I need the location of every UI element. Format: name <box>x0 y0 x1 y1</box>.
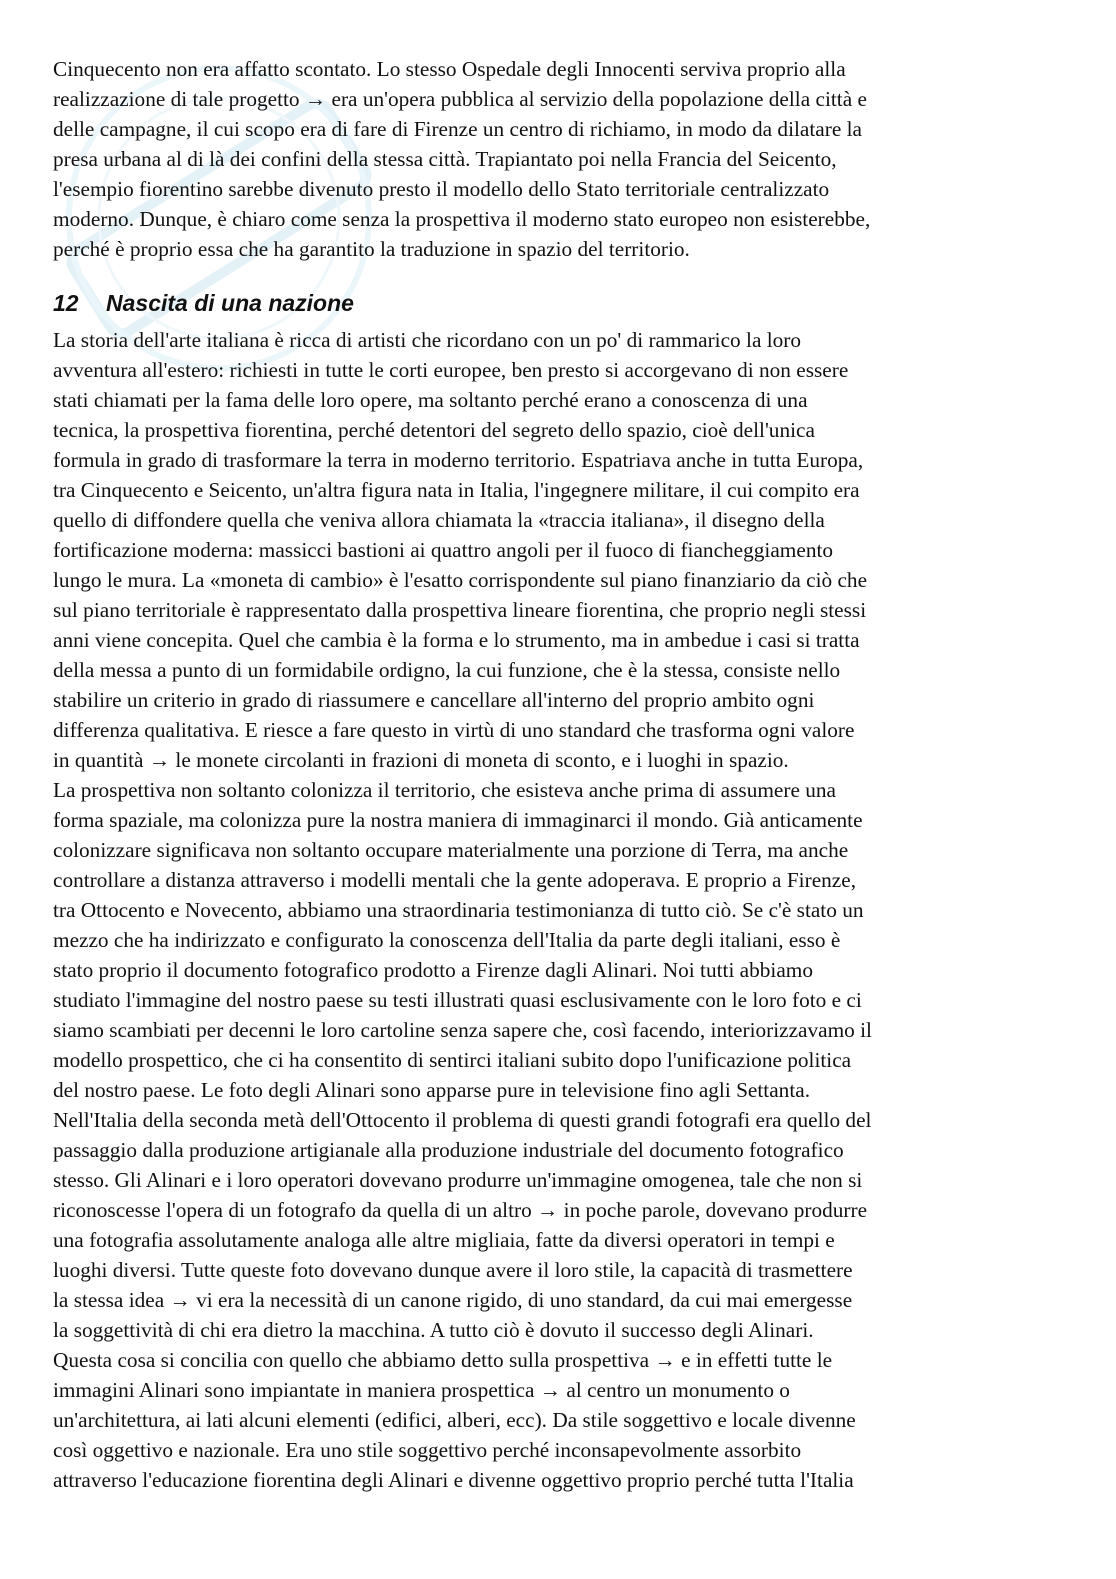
text-line: Nell'Italia della seconda metà dell'Ottocento il problema di questi grandi fotografi era quello del <box>53 1108 872 1132</box>
text-line: stato proprio il documento fotografico prodotto a Firenze dagli Alinari. Noi tutti abbiamo <box>53 958 814 982</box>
section-heading <box>53 288 1063 318</box>
text-line: così oggettivo e nazionale. Era uno stile soggettivo perché inconsapevolmente assorbito <box>53 1438 802 1462</box>
text-line: La storia dell'arte italiana è ricca di artisti che ricordano con un po' di rammarico la loro <box>53 328 802 352</box>
text-line: tecnica, la prospettiva fiorentina, perché detentori del segreto dello spazio, cioè dell'unica <box>53 418 815 442</box>
main-text <box>53 325 1063 1495</box>
text-line: sul piano territoriale è rappresentato dalla prospettiva lineare fiorentina, che proprio negli stessi <box>53 598 867 622</box>
text-line: un'architettura, ai lati alcuni elementi (edifici, alberi, ecc). Da stile soggettivo e locale divenne <box>53 1408 856 1432</box>
text-line: stesso. Gli Alinari e i loro operatori dovevano produrre un'immagine omogenea, tale che non si <box>53 1168 863 1192</box>
text-line: una fotografia assolutamente analoga alle altre migliaia, fatte da diversi operatori in tempi e <box>53 1228 835 1252</box>
text-line: La prospettiva non soltanto colonizza il territorio, che esisteva anche prima di assumere una <box>53 778 836 802</box>
text-line: l'esempio fiorentino sarebbe divenuto presto il modello dello Stato territoriale centralizzato <box>53 177 830 201</box>
text-line: la soggettività di chi era dietro la macchina. A tutto ciò è dovuto il successo degli Alinari. <box>53 1318 814 1342</box>
text-line: moderno. Dunque, è chiaro come senza la prospettiva il moderno stato europeo non esisterebbe, <box>53 207 871 231</box>
text-line: luoghi diversi. Tutte queste foto dovevano dunque avere il loro stile, la capacità di trasmettere <box>53 1258 853 1282</box>
text-line: mezzo che ha indirizzato e configurato la conoscenza dell'Italia da parte degli italiani, esso è <box>53 928 841 952</box>
text-line: riconoscesse l'opera di un fotografo da quella di un altro → in poche parole, dovevano produrre <box>53 1198 868 1222</box>
text-line: stati chiamati per la fama delle loro opere, ma soltanto perché erano a conoscenza di una <box>53 388 808 412</box>
text-line: forma spaziale, ma colonizza pure la nostra maniera di immaginarci il mondo. Già anticamente <box>53 808 863 832</box>
text-line: in quantità → le monete circolanti in frazioni di moneta di sconto, e i luoghi in spazio. <box>53 748 789 772</box>
text-line: controllare a distanza attraverso i modelli mentali che la gente adoperava. E proprio a Firenze, <box>53 868 857 892</box>
text-line: immagini Alinari sono impiantate in maniera prospettica → al centro un monumento o <box>53 1378 790 1402</box>
section-number: 12 <box>53 290 79 316</box>
text-line: del nostro paese. Le foto degli Alinari sono apparse pure in televisione fino agli Settanta. <box>53 1078 811 1102</box>
text-line: della messa a punto di un formidabile ordigno, la cui funzione, che è la stessa, consiste nello <box>53 658 841 682</box>
text-line: Cinquecento non era affatto scontato. Lo stesso Ospedale degli Innocenti serviva proprio alla <box>53 57 846 81</box>
text-line: siamo scambiati per decenni le loro cartoline senza sapere che, così facendo, interiorizzavamo il <box>53 1018 872 1042</box>
text-line: Questa cosa si concilia con quello che abbiamo detto sulla prospettiva → e in effetti tutte le <box>53 1348 833 1372</box>
text-line: presa urbana al di là dei confini della stessa città. Trapiantato poi nella Francia del Seicento, <box>53 147 837 171</box>
text-line: avventura all'estero: richiesti in tutte le corti europee, ben presto si accorgevano di non essere <box>53 358 849 382</box>
text-line: tra Cinquecento e Seicento, un'altra figura nata in Italia, l'ingegnere militare, il cui compito era <box>53 478 860 502</box>
text-line: attraverso l'educazione fiorentina degli Alinari e divenne oggettivo proprio perché tutta l'Italia <box>53 1468 854 1492</box>
text-line: formula in grado di trasformare la terra in moderno territorio. Espatriava anche in tutta Europa, <box>53 448 864 472</box>
section-title: Nascita di una nazione <box>106 290 354 316</box>
text-line: colonizzare significava non soltanto occupare materialmente una porzione di Terra, ma anche <box>53 838 849 862</box>
text-line: stabilire un criterio in grado di riassumere e cancellare all'interno del proprio ambito ogni <box>53 688 815 712</box>
document-body <box>53 54 1063 1495</box>
text-line: delle campagne, il cui scopo era di fare di Firenze un centro di richiamo, in modo da dilatare la <box>53 117 862 141</box>
text-line: lungo le mura. La «moneta di cambio» è l'esatto corrispondente sul piano finanziario da ciò che <box>53 568 868 592</box>
text-line: la stessa idea → vi era la necessità di un canone rigido, di uno standard, da cui mai emergesse <box>53 1288 853 1312</box>
text-line: tra Ottocento e Novecento, abbiamo una straordinaria testimonianza di tutto ciò. Se c'è stato un <box>53 898 864 922</box>
text-line: perché è proprio essa che ha garantito la traduzione in spazio del territorio. <box>53 237 690 261</box>
text-line: anni viene concepita. Quel che cambia è la forma e lo strumento, ma in ambedue i casi si tratta <box>53 628 860 652</box>
text-line: modello prospettico, che ci ha consentito di sentirci italiani subito dopo l'unificazione politica <box>53 1048 852 1072</box>
intro-paragraph <box>53 54 1063 264</box>
text-line: quello di diffondere quella che veniva allora chiamata la «traccia italiana», il disegno della <box>53 508 825 532</box>
text-line: realizzazione di tale progetto → era un'opera pubblica al servizio della popolazione della città e <box>53 87 867 111</box>
text-line: fortificazione moderna: massicci bastioni ai quattro angoli per il fuoco di fiancheggiamento <box>53 538 834 562</box>
text-line: studiato l'immagine del nostro paese su testi illustrati quasi esclusivamente con le loro foto e ci <box>53 988 862 1012</box>
text-line: differenza qualitativa. E riesce a fare questo in virtù di uno standard che trasforma ogni valore <box>53 718 855 742</box>
text-line: passaggio dalla produzione artigianale alla produzione industriale del documento fotografico <box>53 1138 844 1162</box>
